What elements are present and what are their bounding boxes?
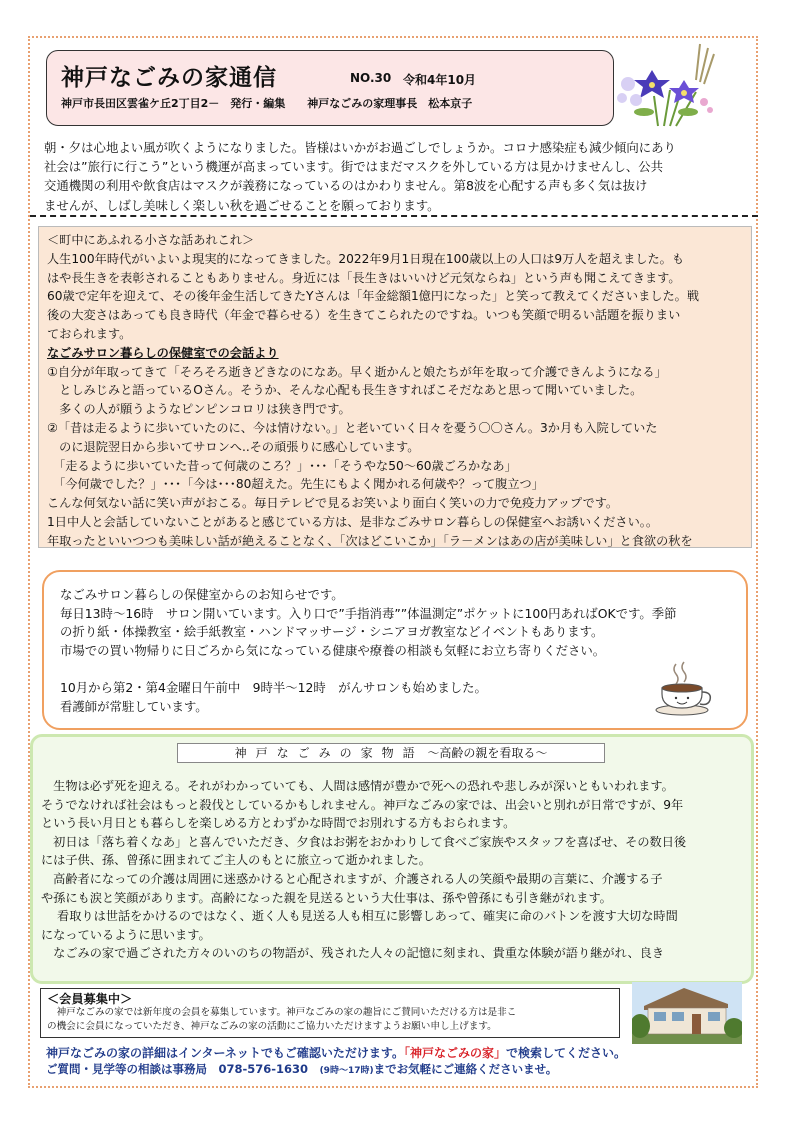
text-line: 1日中人と会話していないことがあると感じている方は、是非なごみサロン暮らしの保健室へお誘いください。。	[47, 514, 659, 529]
intro-paragraph	[44, 138, 744, 215]
text-line: 「今何歳でした？」･･･「今は･･･80超えた。先生にもよく聞かれる何歳や？って腹立つ」	[47, 477, 544, 492]
member-title: ＜会員募集中＞	[47, 992, 133, 1006]
notice-line: 毎日13時～16時 サロン開いています。入り口で”手指消毒””体温測定”ポケットに100円あればOKです。季節	[60, 605, 677, 621]
text-line: のに退院翌日から歩いてサロンへ..その頑張りに感心しています。	[47, 439, 420, 454]
member-line: の機会に会員になっていただき、神戸なごみの家の活動にご協力いただけますようお願い申し上げます。	[47, 1021, 497, 1033]
notice-line: の折り紙・体操教室・絵手紙教室・ハンドマッサージ・シニアヨガ教室などイベントもあります。	[60, 624, 604, 640]
text-line: 「走るように歩いていた昔って何歳のころ？」･･･「そうやな50～60歳ごろかなあ」	[47, 458, 517, 473]
section-subheading: なごみサロン暮らしの保健室での会話より	[47, 345, 279, 360]
notice-line	[60, 660, 677, 679]
issue-date: 令和4年10月	[403, 73, 477, 87]
text-line: 多くの人が願うようなピンピンコロリは狭き門です。	[47, 402, 351, 417]
website-note-text: 神戸なごみの家の詳細はインターネットでもご確認いただけます。	[46, 1046, 404, 1060]
text-line: はや長生きを表彰されることもありません。身近には「長生きはいいけど元気ならね」という声も聞こえてきます。	[47, 270, 681, 285]
notice-line: 市場での買い物帰りに日ごろから気になっている健康や療養の相談も気軽にお立ち寄りください。	[60, 642, 606, 658]
story-line: や孫にも涙と笑顔があります。高齢になった親を見送るという大仕事は、孫や曾孫にも引き継がれます。	[41, 890, 612, 905]
nagomi-story-section	[30, 734, 754, 984]
publisher-address: 神戸市長田区雲雀ケ丘2丁目2－ 発行・編集 神戸なごみの家理事長 松本京子	[61, 97, 473, 110]
text-line: ておられます。	[47, 326, 132, 341]
intro-line: 交通機関の利用や飲食店はマスクが義務になっているのはかわりません。第8波を心配する声も多く気は抜け	[44, 178, 648, 194]
story-line: 生物は必ず死を迎える。それがわかっていても、人間は感情が豊かで死への恐れや悲しみが深いともいわれます。	[41, 779, 674, 793]
story-line: 高齢者になっての介護は周囲に迷惑かけると心配されますが、介護される人の笑顔や最期の言葉に、介護する子	[41, 871, 663, 886]
story-line: には子供、孫、曾孫に囲まれてご主人のもとに旅立って逝かれました。	[41, 853, 431, 868]
coffee-cup-icon	[652, 660, 716, 716]
website-note	[46, 1044, 626, 1061]
notice-line: なごみサロン暮らしの保健室からのお知らせです。	[60, 587, 344, 602]
text-line: としみじみと語っているOさん。そうか、そんな心配も長生きすればこそだなあと思って聞いていました。	[47, 383, 643, 398]
member-line: 神戸なごみの家では新年度の会員を募集しています。神戸なごみの家の趣旨にご賛同いただける方は是非こ	[47, 1007, 517, 1018]
health-room-notice	[42, 570, 748, 730]
contact-phone-text: ご質問・見学等の相談は事務局 078-576-1630	[46, 1062, 320, 1076]
notice-line: 看護師が常駐しています。	[60, 698, 208, 714]
story-line: という長い月日とも暮らしを楽しめる方とわずかな時間でお別れする方もおられます。	[41, 816, 516, 831]
text-line: 年取ったといいつつも美味しい話が絶えることなく、「次はどこいこか」「ラ－メンはあの店が美味しい」と食欲の秋を	[47, 533, 693, 548]
story-line: そうでなければ社会はもっと殺伐としているかもしれません。神戸なごみの家では、出会いと別れが日常ですが、9年	[41, 797, 684, 812]
issue-number: NO.30	[350, 71, 392, 85]
website-note-text-end: で検索してください。	[505, 1046, 626, 1060]
flower-bouquet-illustration	[604, 40, 730, 132]
section-heading: ＜町中にあふれる小さな話あれこれ＞	[47, 233, 255, 247]
office-hours: (9時～17時)	[319, 1066, 374, 1076]
house-photo	[632, 982, 742, 1044]
contact-closing-text: までお気軽にご連絡くださいませ。	[373, 1062, 558, 1076]
intro-line: ませんが、しばし美味しく楽しい秋を過ごせることを願っております。	[44, 197, 440, 213]
intro-line: 朝・夕は心地よい風が吹くようになりました。皆様はいかがお過ごしでしょうか。コロナ感染症も減少傾向にあり	[44, 140, 676, 155]
text-line: ①自分が年取ってきて「そろそろ逝きどきなのになあ。早く逝かんと娘たちが年を取って介護できんようになる」	[47, 364, 667, 379]
text-line: 後の大変さはあっても良き時代（年金で暮らせる）を生きてこられたのですね。いつも笑顔で明るい話題を振りまい	[47, 308, 681, 323]
story-line: 初日は「落ち着くなあ」と喜んでいただき、夕食はお粥をおかわりして食べご家族やスタッフを喜ばせ、その数日後	[41, 834, 687, 849]
text-line: 人生100年時代がいよいよ現実的になってきました。2022年9月1日現在100歳以上の人口は9万人を超えました。も	[47, 251, 685, 266]
intro-line: 社会は”旅行に行こう”という機運が高まっています。街ではまだマスクを外している方は見かけませんし、公共	[44, 159, 663, 175]
story-title-main: 神戸なごみの家物語	[234, 746, 424, 760]
text-line: 60歳で定年を迎えて、その後年金生活してきたYさんは「年金総額1億円になった」と笑って教えてくださいました。戦	[47, 289, 700, 304]
search-keyword: 「神戸なごみの家」	[403, 1046, 506, 1060]
contact-info	[46, 1061, 557, 1077]
story-line: なごみの家で過ごされた方々のいのちの物語が、残された人々の記憶に刻まれ、貴重な体験が語り継がれ、良き	[41, 946, 665, 961]
story-title	[177, 743, 605, 763]
newsletter-title: 神戸なごみの家通信	[61, 65, 277, 91]
member-recruitment-box	[40, 988, 620, 1038]
story-line: になっているように思います。	[41, 927, 211, 942]
newsletter-header	[46, 50, 614, 126]
small-stories-section	[38, 226, 752, 548]
story-line: 看取りは世話をかけるのではなく、逝く人も見送る人も相互に影響しあって、確実に命のバトンを渡す大切な時間	[41, 909, 678, 924]
notice-line: 10月から第2・第4金曜日午前中 9時半～12時 がんサロンも始めました。	[60, 679, 487, 695]
text-line: こんな何気ない話に笑い声がおこる。毎日テレビで見るお笑いより面白く笑いの力で免疫力アップです。	[47, 496, 619, 511]
story-title-sub: ～高齢の親を看取る～	[427, 746, 548, 760]
text-line: ②「昔は走るように歩いていたのに、今は情けない。」と老いていく日々を憂う〇〇さん。3か月も入院していた	[47, 420, 658, 435]
dashed-divider	[30, 215, 758, 217]
